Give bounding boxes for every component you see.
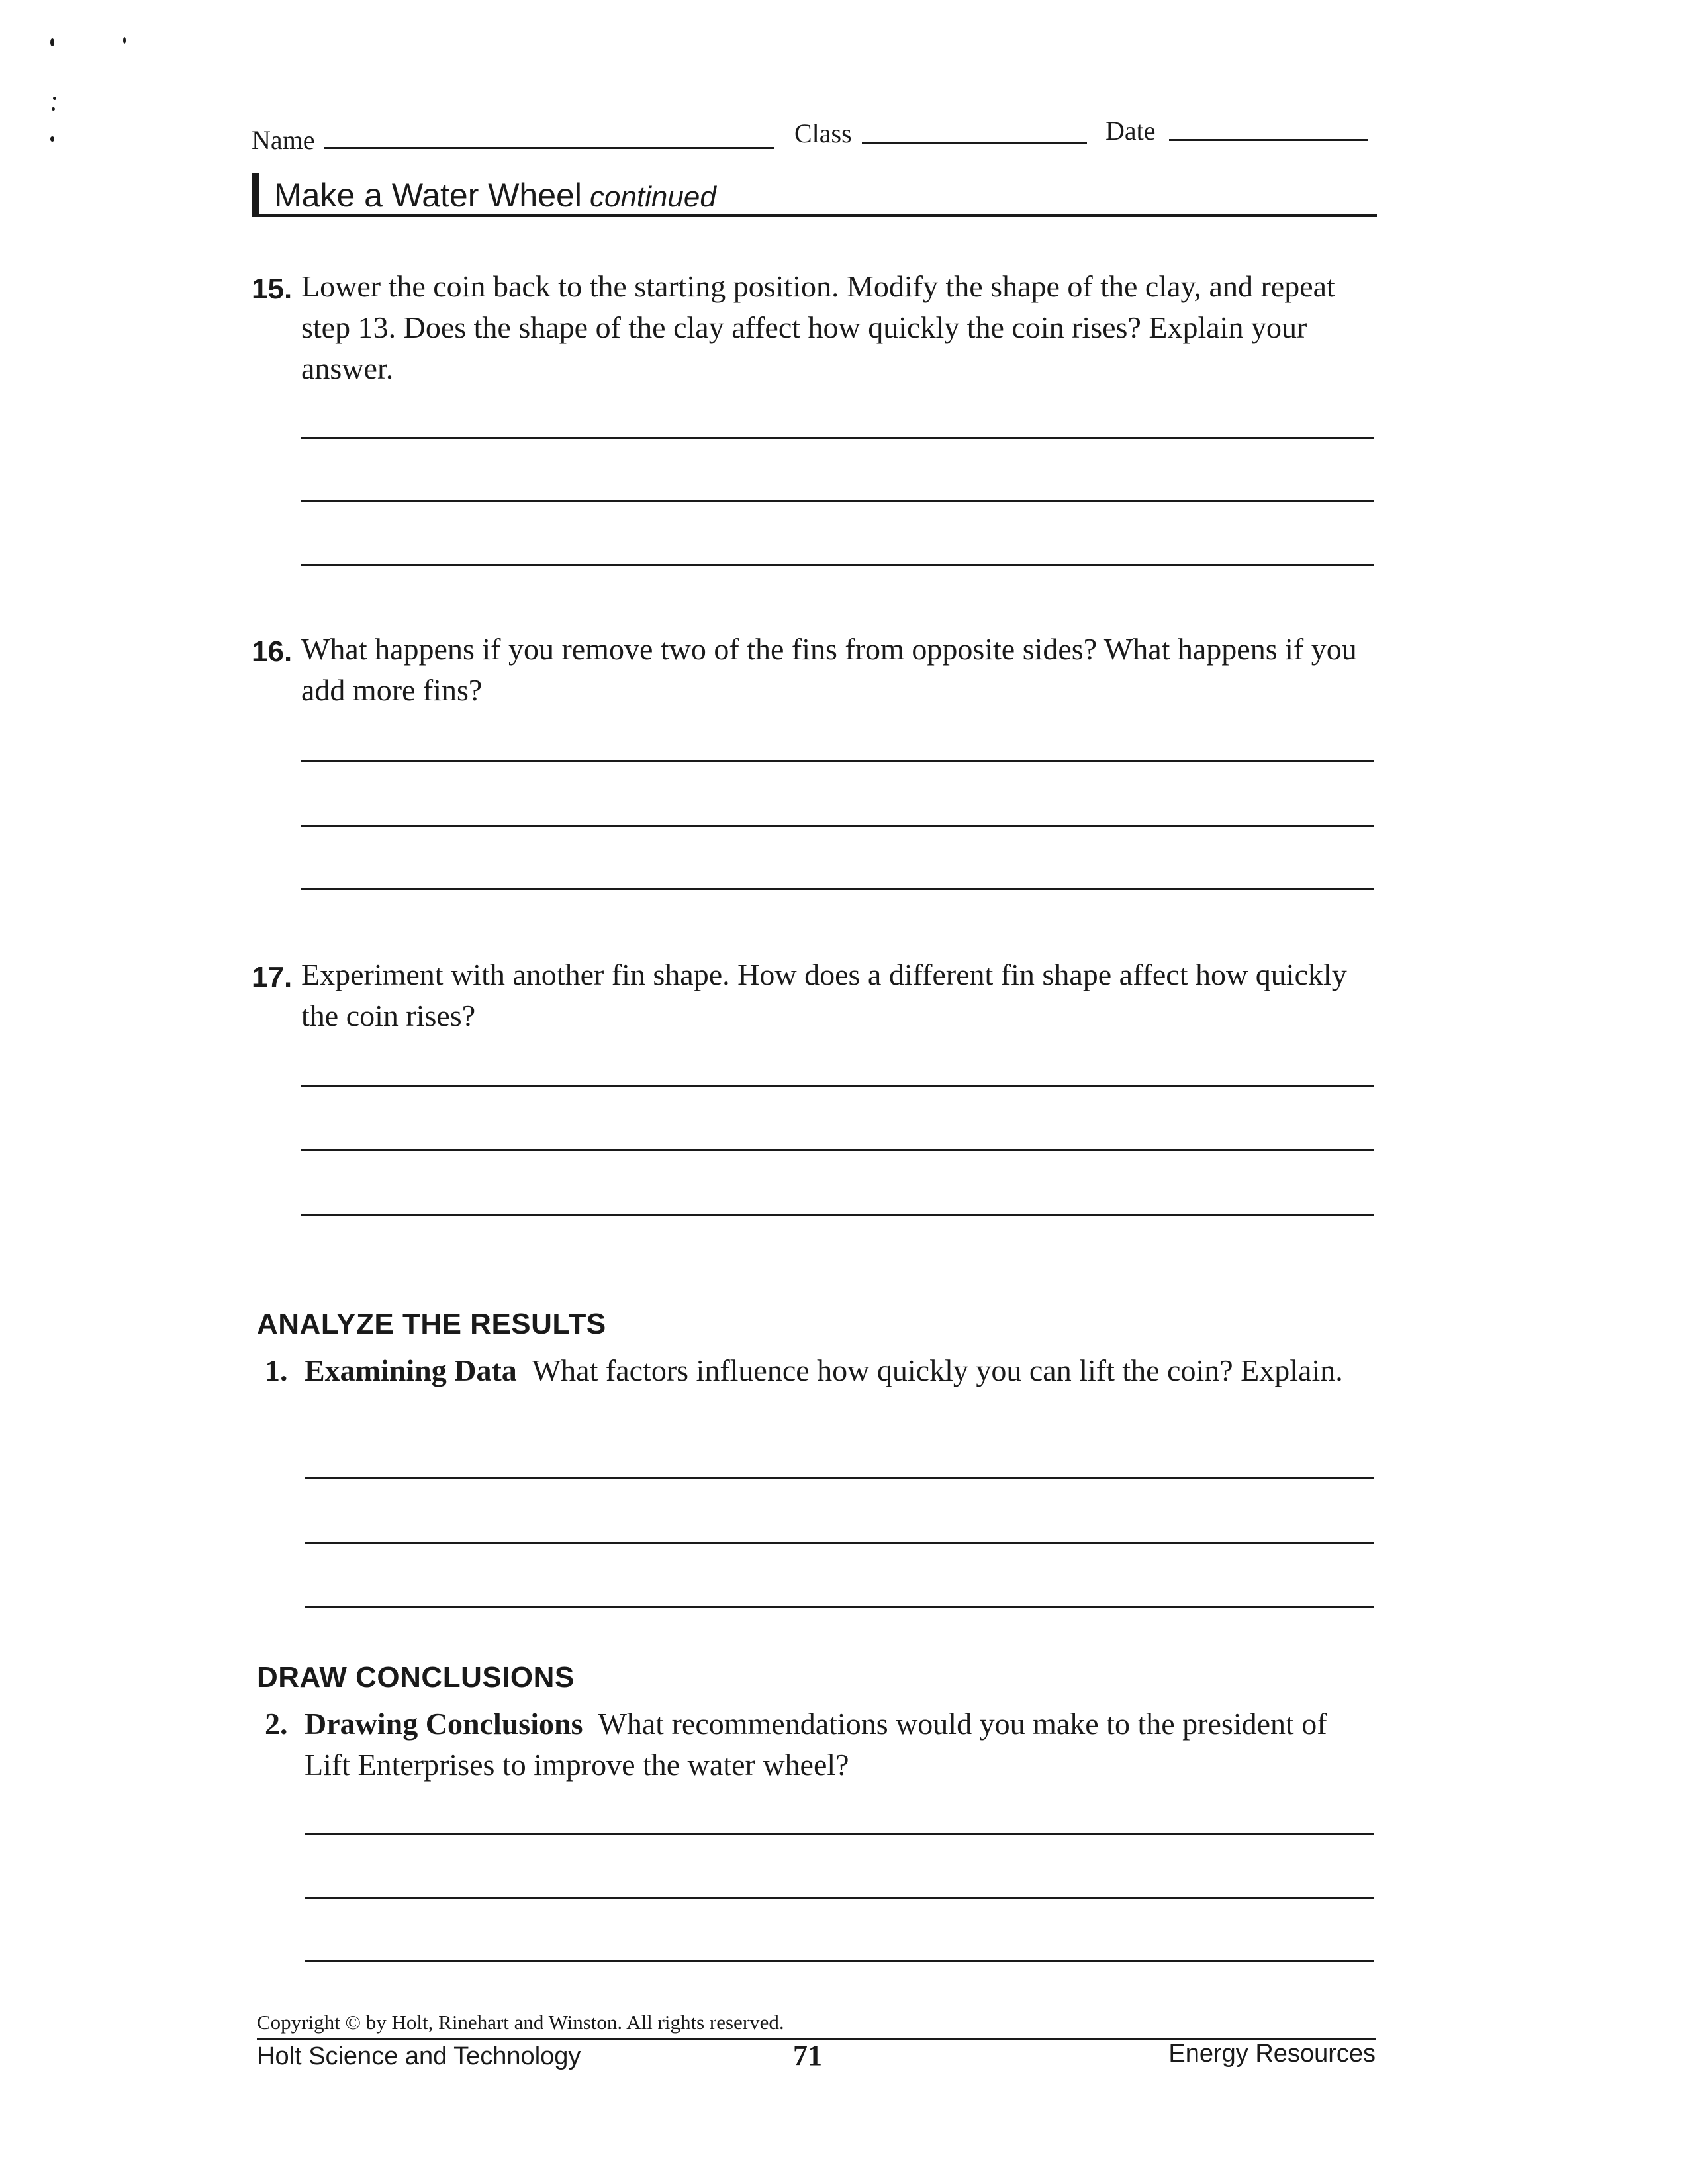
answer-line[interactable] bbox=[305, 1960, 1374, 1962]
scan-speck bbox=[50, 136, 54, 142]
question-number: 16. bbox=[252, 635, 293, 668]
question-text bbox=[305, 1704, 1377, 1786]
section-heading-analyze: ANALYZE THE RESULTS bbox=[257, 1308, 606, 1340]
answer-line[interactable] bbox=[301, 1085, 1374, 1087]
activity-title-bar bbox=[252, 173, 1377, 217]
question-body: What recommendations would you make to the president of Lift Enterprises to improve the water wheel? bbox=[305, 1707, 1327, 1782]
activity-title-main: Make a Water Wheel bbox=[274, 177, 582, 214]
question-number: 17. bbox=[252, 961, 293, 993]
answer-line[interactable] bbox=[301, 760, 1374, 762]
answer-line[interactable] bbox=[305, 1477, 1374, 1479]
name-label: Name bbox=[252, 125, 315, 155]
name-field[interactable] bbox=[324, 147, 774, 149]
copyright-notice: Copyright © by Holt, Rinehart and Winston. All rights reserved. bbox=[257, 2011, 784, 2034]
answer-line[interactable] bbox=[301, 564, 1374, 566]
answer-line[interactable] bbox=[301, 1149, 1374, 1151]
question-text: Experiment with another fin shape. How does a different fin shape affect how quickly the coin rises? bbox=[301, 958, 1347, 1032]
question-bold-label: Drawing Conclusions bbox=[305, 1707, 583, 1741]
scan-speck bbox=[53, 97, 56, 100]
question-number: 1. bbox=[265, 1353, 288, 1387]
scan-speck bbox=[50, 38, 54, 46]
answer-line[interactable] bbox=[301, 888, 1374, 890]
answer-line[interactable] bbox=[305, 1897, 1374, 1899]
question-16 bbox=[252, 629, 1370, 711]
class-field[interactable] bbox=[862, 142, 1087, 144]
answer-line[interactable] bbox=[305, 1542, 1374, 1544]
question-text: What happens if you remove two of the fins from opposite sides? What happens if you add more fins? bbox=[301, 632, 1357, 707]
activity-title bbox=[274, 176, 716, 214]
question-text bbox=[305, 1350, 1377, 1391]
answer-line[interactable] bbox=[305, 1606, 1374, 1608]
answer-line[interactable] bbox=[301, 500, 1374, 502]
footer-book-title: Holt Science and Technology bbox=[257, 2042, 581, 2070]
answer-line[interactable] bbox=[301, 825, 1374, 827]
footer-chapter-title: Energy Resources bbox=[1168, 2040, 1376, 2068]
scan-speck bbox=[52, 107, 55, 111]
date-label: Date bbox=[1105, 116, 1156, 146]
question-text: Lower the coin back to the starting position. Modify the shape of the clay, and repeat step 13. Does the shape of the clay affect how quickly the coin rises? Explain your answer. bbox=[301, 269, 1335, 385]
answer-line[interactable] bbox=[301, 1214, 1374, 1216]
question-number: 15. bbox=[252, 273, 293, 305]
page-number: 71 bbox=[793, 2039, 822, 2071]
scan-speck bbox=[123, 37, 126, 44]
activity-title-continued: continued bbox=[589, 181, 716, 213]
question-number: 2. bbox=[265, 1707, 288, 1741]
section-heading-conclusions: DRAW CONCLUSIONS bbox=[257, 1661, 575, 1694]
answer-line[interactable] bbox=[305, 1833, 1374, 1835]
answer-line[interactable] bbox=[301, 437, 1374, 439]
conclusions-question-2 bbox=[265, 1704, 1377, 1786]
analyze-question-1 bbox=[265, 1350, 1377, 1391]
question-17 bbox=[252, 954, 1370, 1036]
question-body: What factors influence how quickly you can lift the coin? Explain. bbox=[532, 1353, 1343, 1387]
class-label: Class bbox=[794, 118, 852, 148]
question-bold-label: Examining Data bbox=[305, 1353, 517, 1387]
date-field[interactable] bbox=[1169, 139, 1368, 141]
question-15 bbox=[252, 266, 1370, 389]
